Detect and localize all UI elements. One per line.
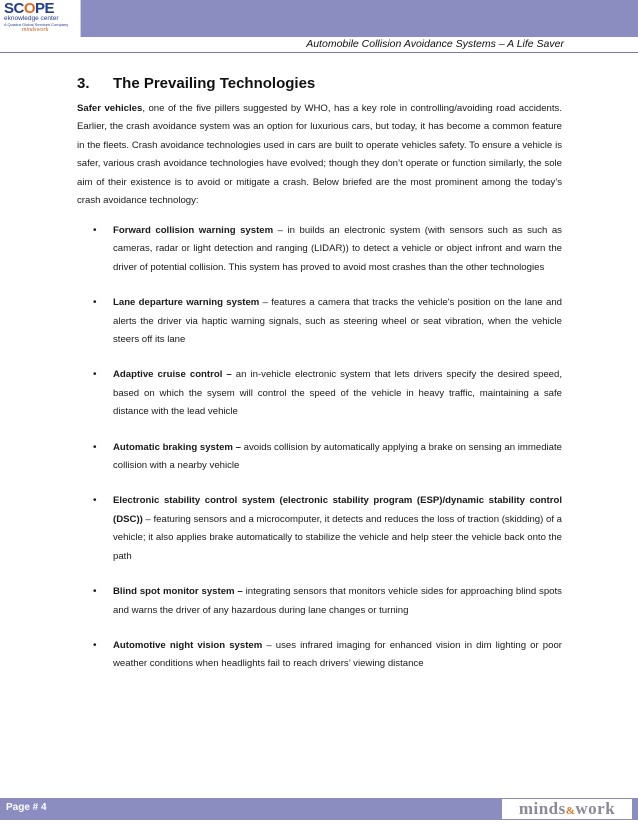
logo-subtitle: eknowledge center: [4, 15, 59, 22]
intro-bold: Safer vehicles: [77, 103, 143, 114]
list-item: • Adaptive cruise control – an in-vehicle electronic system that lets drivers specify the desired speed, based on which the sysem will control the speed of the vehicle in heavy traffic, maintaining a safe distance with the lead vehicle: [77, 366, 562, 421]
bullet-icon: •: [93, 225, 97, 236]
list-item: • Forward collision warning system – in builds an electronic system (with sensors such as such as cameras, radar or light detection and ranging (LIDAR)) to detect a vehicle or object infront and warn the driver of potential collision. This system has proved to avoid most crashes than the other technologies: [77, 222, 562, 277]
footer-band: [0, 798, 638, 820]
list-item: • Lane departure warning system – features a camera that tracks the vehicle's position on the lane and alerts the driver via haptic warning signals, such as steering wheel or seat vibration, when the vehicle steers off its lane: [77, 294, 562, 349]
section-heading: [77, 75, 315, 92]
section-number: 3.: [77, 75, 90, 92]
intro-text: , one of the five pillers suggested by WHO, has a key role in controlling/avoiding road accidents. Earlier, the crash avoidance system was an option for luxurious cars, but today, it has become a common feature in the fleets. Crash avoidance technologies used in cars are built to operate vehicles safety. To ensure a vehicle is safer, various crash avoidance technologies have evolved; though they don’t operate or function similarly, the sole aim of their existence is to avoid or mitigate a crash. Below briefed are the most prominent among the today’s crash avoidance technology:: [77, 103, 562, 207]
list-item: • Automotive night vision system – uses infrared imaging for enhanced vision in dim lighting or poor weather conditions when headlights fail to reach drivers’ viewing distance: [77, 637, 562, 674]
page-number: Page # 4: [6, 802, 47, 813]
section-title: The Prevailing Technologies: [113, 75, 316, 92]
intro-paragraph: [77, 100, 562, 210]
list-item: • Blind spot monitor system – integrating sensors that monitors vehicle sides for approaching blind spots and warns the driver of any hazardous during lane changes or turning: [77, 583, 562, 620]
document-title: Automobile Collision Avoidance Systems – A Life Saver: [306, 38, 564, 50]
technology-list: [77, 222, 562, 691]
scope-logo: [0, 0, 81, 37]
bullet-icon: •: [93, 495, 97, 507]
bullet-icon: •: [93, 369, 97, 381]
header-divider: [0, 52, 638, 53]
bullet-icon: •: [93, 297, 97, 309]
list-item: • Electronic stability control system (electronic stability program (ESP)/dynamic stability control (DSC)) – featuring sensors and a microcomputer, it detects and reduces the loss of traction (skidding) of a vehicle; it also applies brake automatically to stabilize the vehicle and help steer the vehicle back onto the path: [77, 492, 562, 566]
mindswork-logo: minds&work: [502, 799, 632, 819]
bullet-icon: •: [93, 586, 97, 598]
logo-tagline: A Quadra Global Services Company: [4, 22, 69, 27]
logo-wordmark: SCOPE: [4, 0, 55, 17]
bullet-icon: •: [93, 441, 97, 453]
logo-brand: mindswork: [22, 27, 49, 33]
bullet-icon: •: [93, 639, 97, 651]
list-item: • Automatic braking system – avoids collision by automatically applying a brake on sensing an immediate collision with a nearby vehicle: [77, 439, 562, 476]
header-band: [0, 0, 638, 37]
